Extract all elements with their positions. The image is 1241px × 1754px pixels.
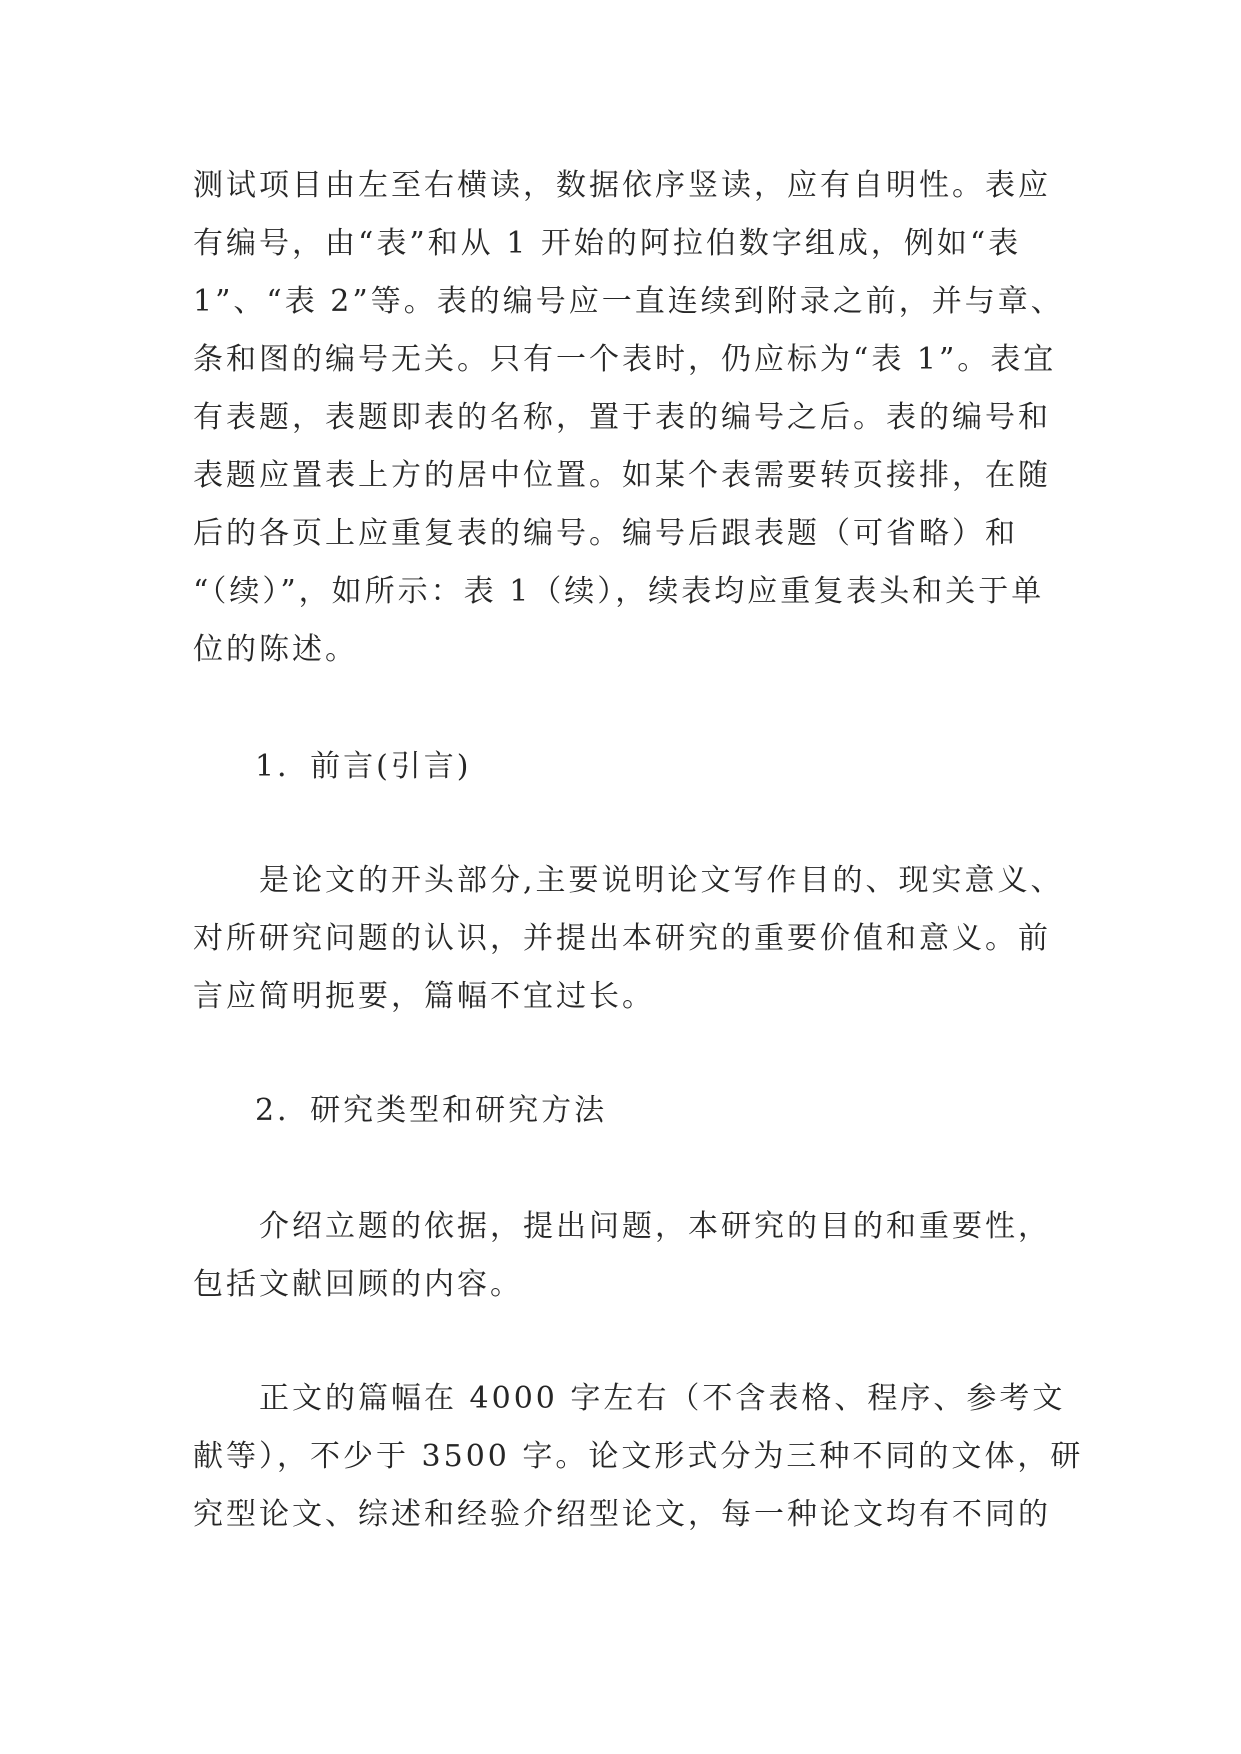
text-line: 包括文献回顾的内容。 [193,1267,523,1302]
text-line: 献等），不少于 3500 字。论文形式分为三种不同的文体，研 [193,1439,1084,1474]
section-heading-introduction [255,738,1125,796]
text-line: 表题应置表上方的居中位置。如某个表需要转页接排，在随 [193,458,1051,493]
text-line: 有编号，由“表”和从 1 开始的阿拉伯数字组成，例如“表 [193,226,1022,261]
text-line: 后的各页上应重复表的编号。编号后跟表题（可省略）和 [193,516,1018,551]
text-line: 有表题，表题即表的名称，置于表的编号之后。表的编号和 [193,400,1051,435]
text-line: 条和图的编号无关。只有一个表时，仍应标为“表 1”。表宜 [193,342,1057,377]
paragraph-introduction [193,852,1063,1026]
paragraph-table-rules [193,157,1063,679]
text-line: 究型论文、综述和经验介绍型论文，每一种论文均有不同的 [193,1497,1051,1532]
section-heading-research-methods [255,1082,1125,1140]
heading-text: 2．研究类型和研究方法 [255,1093,608,1128]
text-line: 测试项目由左至右横读，数据依序竖读，应有自明性。表应 [193,168,1051,203]
text-line: 位的陈述。 [193,632,358,667]
text-line: 1”、“表 2”等。表的编号应一直连续到附录之前，并与章、 [193,284,1064,319]
text-line: 正文的篇幅在 4000 字左右（不含表格、程序、参考文 [193,1381,1066,1416]
paragraph-basis [193,1198,1063,1314]
text-line: “（续）”，如所示：表 1（续），续表均应重复表头和关于单 [193,574,1045,609]
heading-text: 1．前言(引言) [255,749,472,784]
text-line: 对所研究问题的认识，并提出本研究的重要价值和意义。前 [193,921,1051,956]
text-line: 是论文的开头部分,主要说明论文写作目的、现实意义、 [193,863,1064,898]
text-line: 介绍立题的依据，提出问题，本研究的目的和重要性， [193,1209,1051,1244]
text-line: 言应简明扼要，篇幅不宜过长。 [193,979,655,1014]
paragraph-body-length [193,1370,1084,1544]
